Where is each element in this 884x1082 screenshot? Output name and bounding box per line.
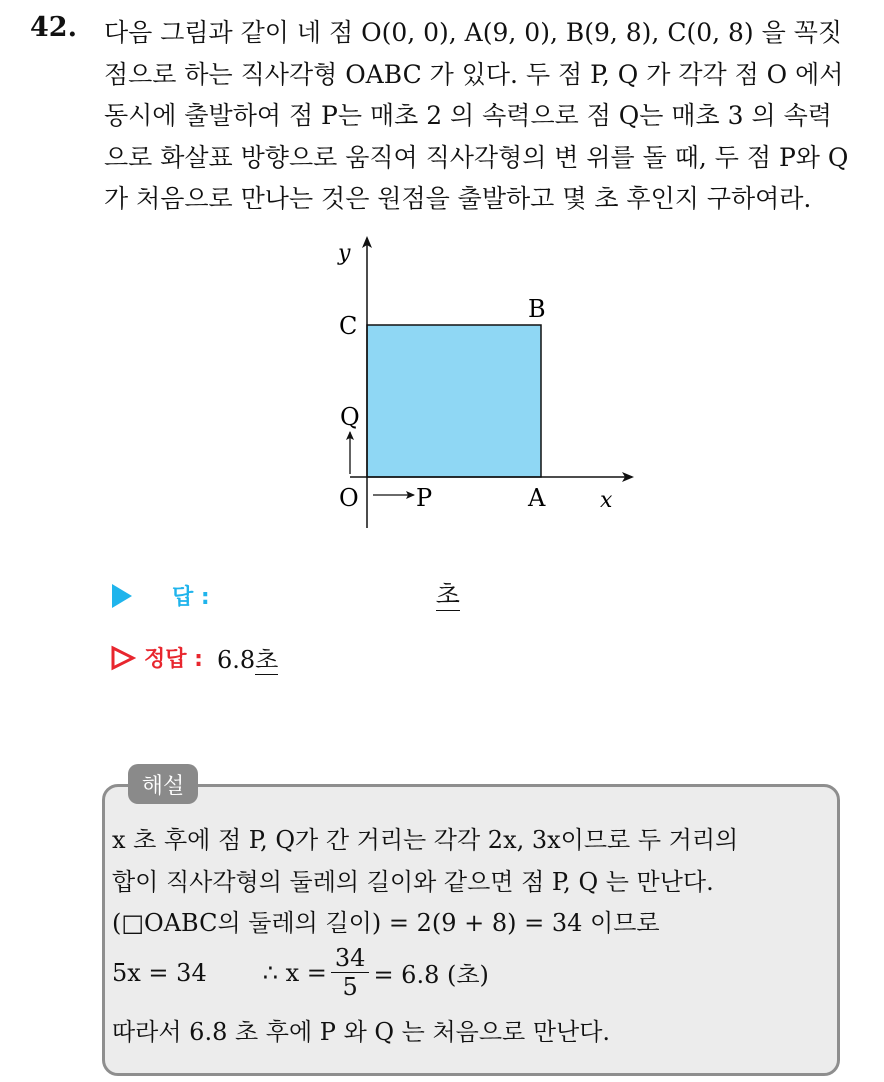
explanation-line-4 [112, 944, 489, 1001]
explanation-line-2: 합이 직사각형의 둘레의 길이와 같으면 점 P, Q 는 만난다. [112, 868, 714, 896]
answer-label: 답 : [172, 585, 210, 610]
explanation-line-3: (□OABC의 둘레의 길이) = 2(9 + 8) = 34 이므로 [112, 909, 660, 937]
equation-left: 5x = 34 [112, 958, 207, 987]
fraction-numerator: 34 [331, 944, 370, 973]
rectangle-oabc [367, 325, 541, 477]
y-axis-label: y [338, 241, 351, 266]
label-p: P [416, 484, 433, 512]
question-line: 다음 그림과 같이 네 점 O(0, 0), A(9, 0), B(9, 8), C(0, 8) 을 꼭짓 [104, 18, 843, 47]
explanation-line-5: 따라서 6.8 초 후에 P 와 Q 는 처음으로 만난다. [112, 1018, 611, 1046]
correct-answer-row [110, 640, 278, 675]
correct-answer-value [217, 640, 278, 675]
question-number: 42. [30, 12, 77, 43]
x-axis-label: x [600, 488, 613, 513]
answer-row [112, 580, 460, 611]
question-line: 동시에 출발하여 점 P는 매초 2 의 속력으로 점 Q는 매초 3 의 속력 [104, 101, 832, 130]
correct-value-number: 6.8 [216, 646, 256, 674]
therefore-expression: ∴ x = [262, 958, 327, 987]
explanation-line-1: x 초 후에 점 P, Q가 간 거리는 각각 2x, 3x이므로 두 거리의 [112, 826, 739, 854]
label-q: Q [340, 403, 360, 431]
question-line: 으로 화살표 방향으로 움직여 직사각형의 변 위를 돌 때, 두 점 P와 Q [104, 142, 849, 172]
play-triangle-icon [112, 584, 132, 608]
question-line: 점으로 하는 직사각형 OABC 가 있다. 두 점 P, Q 가 각각 점 O 에서 [104, 59, 844, 89]
answer-blank[interactable]: 초 [435, 580, 460, 609]
rectangle-figure [310, 228, 650, 538]
equation-result: = 6.8 (초) [373, 961, 489, 989]
label-o: O [339, 484, 359, 512]
label-b: B [528, 295, 546, 323]
correct-answer-label: 정답 : [144, 647, 203, 672]
question-line: 가 처음으로 만나는 것은 원점을 출발하고 몇 초 후인지 구하여라. [104, 184, 812, 213]
fraction-denominator: 5 [342, 973, 358, 1001]
correct-value-unit: 초 [255, 646, 279, 674]
outline-triangle-icon [110, 645, 136, 671]
explanation-tag: 해설 [128, 764, 198, 804]
label-a: A [528, 484, 546, 512]
fraction [331, 944, 370, 1001]
label-c: C [339, 312, 358, 340]
question-text [104, 12, 864, 220]
